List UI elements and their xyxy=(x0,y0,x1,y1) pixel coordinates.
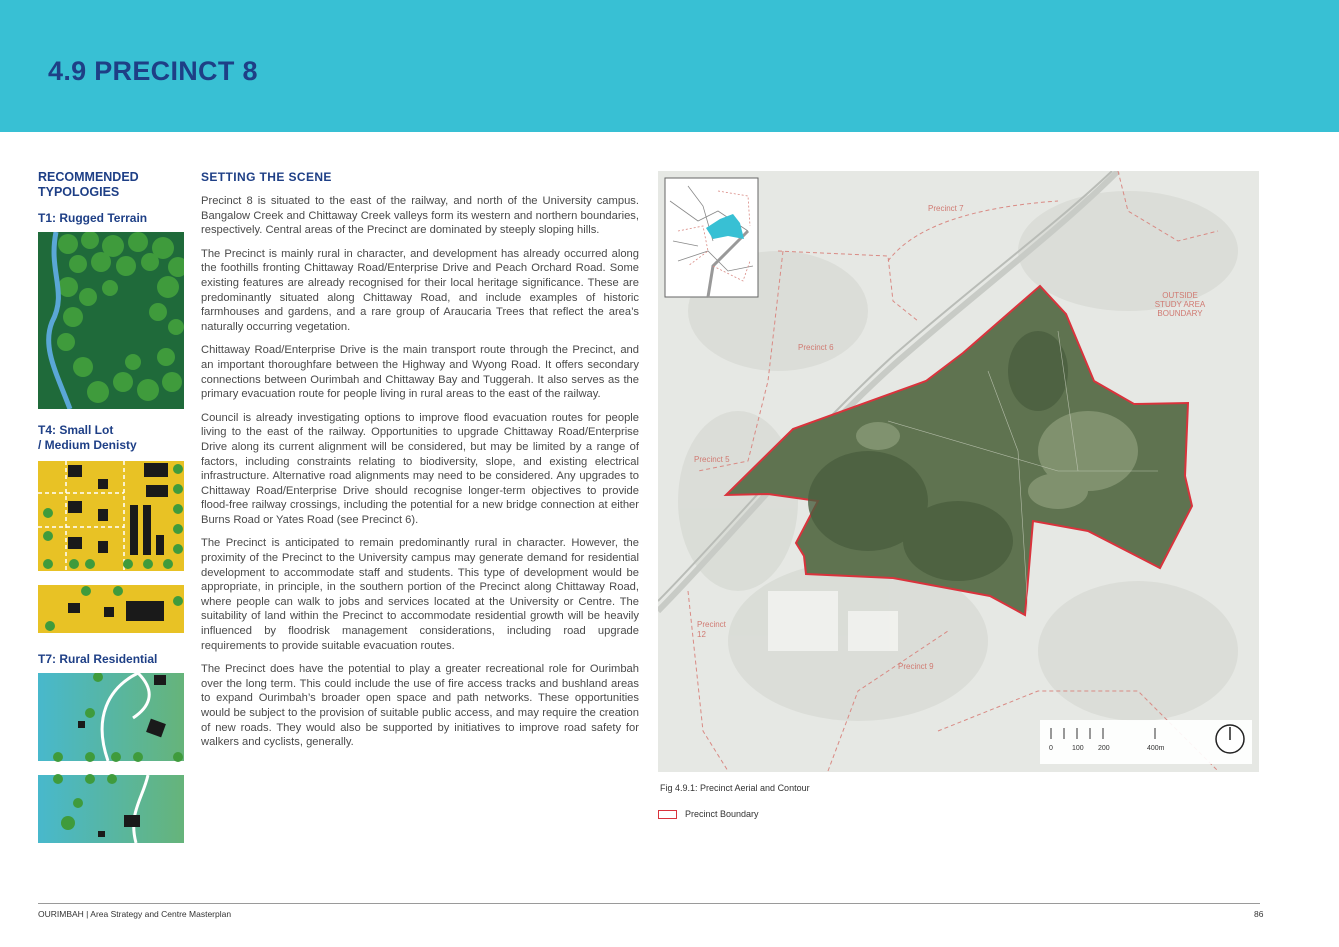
scale-label-100: 100 xyxy=(1072,745,1084,752)
label-precinct-12-line1: Precinct xyxy=(697,620,726,629)
map-legend xyxy=(658,809,759,819)
rugged-terrain-image xyxy=(38,232,184,409)
precinct-boundary-swatch xyxy=(658,810,677,819)
paragraph: Precinct 8 is situated to the east of the railway, and north of the University campus. Bangalow Creek and Chittaway Creek valleys form its western and northern boundaries, respectively. Central areas of the Precinct are dominated by steeply sloping hills. xyxy=(201,195,639,237)
label-precinct-12-line2: 12 xyxy=(697,630,706,639)
label-outside-line2: STUDY AREA xyxy=(1154,300,1206,309)
label-outside-line3: BOUNDARY xyxy=(1157,309,1203,318)
rural-residential-image xyxy=(38,673,184,843)
scale-label-0: 0 xyxy=(1049,745,1053,752)
typology-t4-label xyxy=(38,423,188,453)
scale-bar-panel xyxy=(1040,720,1252,764)
scale-label-400m: 400m xyxy=(1147,745,1165,752)
typologies-column xyxy=(38,170,188,843)
page-title: 4.9 PRECINCT 8 xyxy=(48,56,258,86)
setting-the-scene-section xyxy=(201,170,639,759)
figure-caption: Fig 4.9.1: Precinct Aerial and Contour xyxy=(660,783,810,793)
label-precinct-7: Precinct 7 xyxy=(928,204,964,213)
typology-t7-label: T7: Rural Residential xyxy=(38,652,158,666)
footer-document-title: OURIMBAH | Area Strategy and Centre Masterplan xyxy=(38,909,232,919)
page-number: 86 xyxy=(1254,909,1264,919)
label-precinct-5: Precinct 5 xyxy=(694,455,730,464)
legend-label: Precinct Boundary xyxy=(685,809,759,819)
paragraph: The Precinct does have the potential to play a greater recreational role for Ourimbah over the long term. This could include the use of fire access tracks and bushland areas to expand Ourimbah’s broader open space and path networks. These opportunities would be subject to the provision of suitable public access, and may require the creation of new roads. They would also be supported by initiatives to improve road safety for walkers and cyclists, generally. xyxy=(201,663,639,749)
north-arrow-icon xyxy=(1216,725,1244,753)
label-outside-line1: OUTSIDE xyxy=(1162,291,1198,300)
label-precinct-6: Precinct 6 xyxy=(798,343,834,352)
paragraph: Council is already investigating options to improve flood evacuation routes for people living to the east of the railway. Opportunities to upgrade Chittaway Road/Enterprise Drive along its current alignment will be considered, but may be limited by a range of factors, including constraints relating to biodiversity, slope, and existing electrical infrastructure. Alternative road alignments may need to be considered. Any upgrades to Chittaway Road/Enterprise Drive should recognise longer-term objectives to provide flood-free railway crossings, including the potential for a new bridge connection at either Burns Road or Yates Road (see Precinct 6). xyxy=(201,411,639,526)
typologies-heading: RECOMMENDED TYPOLOGIES xyxy=(38,170,139,199)
paragraph: The Precinct is anticipated to remain predominantly rural in character. However, the proximity of the Precinct to the University campus may generate demand for residential development to accommodate staff and students. This type of development would be appropriate, in principle, in the southern portion of the Precinct along Chittaway Road, where people can walk to jobs and services located at the University or Centre. The suitability of land within the Precinct to accommodate residential growth will be heavily influenced by floodrisk management considerations, including road upgrade requirements to provide suitable evacuation routes. xyxy=(201,537,639,652)
paragraph: Chittaway Road/Enterprise Drive is the main transport route through the Precinct, and an important thoroughfare between the Highway and Wyong Road. It offers secondary connections between Ourimbah and Chittaway Bay and Tuggerah. It also serves as the primary evacuation route for people living in rural areas to the east of the railway. xyxy=(201,344,639,401)
scale-label-200: 200 xyxy=(1098,745,1110,752)
footer-divider xyxy=(38,903,1260,904)
typology-t4-label-line1: T4: Small Lot xyxy=(38,423,114,437)
header-banner xyxy=(0,0,1339,132)
small-lot-image xyxy=(38,461,184,633)
setting-heading: SETTING THE SCENE xyxy=(201,170,332,184)
typology-t4-label-line2: / Medium Denisty xyxy=(38,438,137,452)
paragraph: The Precinct is mainly rural in character, and development has already occurred along the foothills fronting Chittaway Road/Enterprise Drive and Peach Orchard Road. Some existing features are already recognised for their local heritage significance. These are predominantly situated along Chittaway Road, and include examples of historic farmhouses and gardens, and a rare group of Araucaria Trees that reflect the area’s naturally occurring vegetation. xyxy=(201,247,639,333)
precinct-map xyxy=(658,171,1259,772)
aerial-map xyxy=(658,171,1259,772)
inset-location-map xyxy=(665,178,758,297)
label-precinct-9: Precinct 9 xyxy=(898,662,934,671)
typology-t1-label: T1: Rugged Terrain xyxy=(38,211,148,225)
